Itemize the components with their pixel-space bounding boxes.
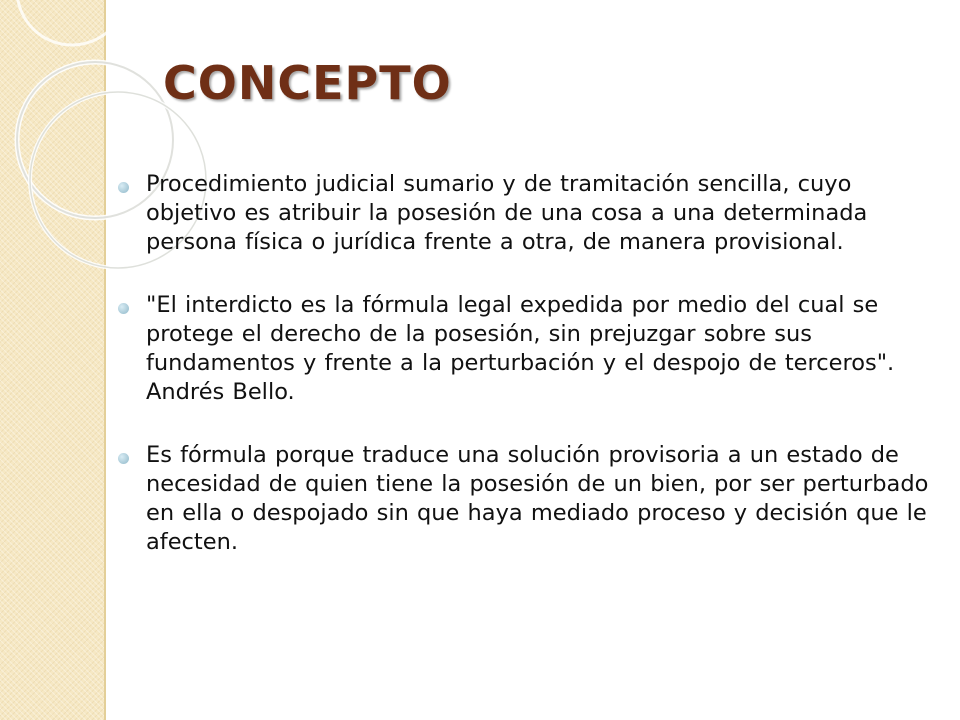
bullet-item (118, 170, 948, 257)
bullet-icon (118, 182, 129, 193)
bullet-text: "El interdicto es la fórmula legal expedida por medio del cual se protege el derecho de la posesión, sin prejuzgar sobre sus fundamentos y frente a la perturbación y el despojo de terceros". Andrés Bello. (146, 292, 895, 405)
bullet-text: Procedimiento judicial sumario y de tramitación sencilla, cuyo objetivo es atribuir la posesión de una cosa a una determinada persona física o jurídica frente a otra, de manera provisional. (146, 171, 868, 255)
bullet-list (118, 170, 948, 591)
bullet-icon (118, 453, 129, 464)
bullet-item (118, 441, 948, 557)
bullet-icon (118, 303, 129, 314)
bullet-item (118, 291, 948, 407)
slide-title: CONCEPTO (163, 56, 452, 110)
bullet-text: Es fórmula porque traduce una solución provisoria a un estado de necesidad de quien tiene la posesión de un bien, por ser perturbado en ella o despojado sin que haya mediado proceso y decisión que le afecten. (146, 442, 929, 555)
